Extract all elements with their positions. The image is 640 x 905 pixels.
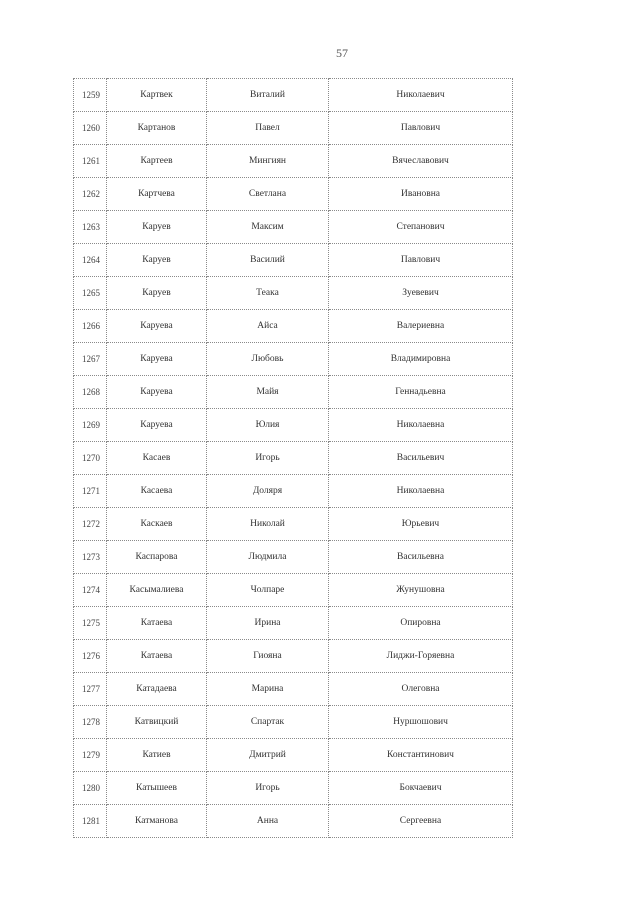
first-name-cell: Виталий [207,79,329,112]
patronymic-cell: Юрьевич [329,508,513,541]
table-row [74,673,513,706]
row-number: 1260 [74,112,107,145]
patronymic-cell: Жунушовна [329,574,513,607]
last-name-cell: Катаева [107,607,207,640]
first-name-cell: Игорь [207,772,329,805]
row-number: 1277 [74,673,107,706]
row-number: 1281 [74,805,107,838]
first-name-cell: Любовь [207,343,329,376]
row-number: 1267 [74,343,107,376]
first-name-cell: Чолпаре [207,574,329,607]
patronymic-cell: Лиджи-Горяевна [329,640,513,673]
first-name-cell: Людмила [207,541,329,574]
last-name-cell: Каскаев [107,508,207,541]
last-name-cell: Катиев [107,739,207,772]
patronymic-cell: Бокчаевич [329,772,513,805]
table-row [74,244,513,277]
patronymic-cell: Николаевна [329,409,513,442]
table-row [74,607,513,640]
patronymic-cell: Степанович [329,211,513,244]
table-row [74,112,513,145]
patronymic-cell: Зуевевич [329,277,513,310]
last-name-cell: Каспарова [107,541,207,574]
table-row [74,640,513,673]
last-name-cell: Каруева [107,409,207,442]
patronymic-cell: Вячеславович [329,145,513,178]
table-row [74,211,513,244]
row-number: 1279 [74,739,107,772]
first-name-cell: Спартак [207,706,329,739]
first-name-cell: Василий [207,244,329,277]
patronymic-cell: Олеговна [329,673,513,706]
table-row [74,277,513,310]
first-name-cell: Дмитрий [207,739,329,772]
table-row [74,574,513,607]
row-number: 1272 [74,508,107,541]
registry-table [73,78,513,838]
last-name-cell: Касаев [107,442,207,475]
patronymic-cell: Павлович [329,244,513,277]
patronymic-cell: Константинович [329,739,513,772]
first-name-cell: Майя [207,376,329,409]
first-name-cell: Айса [207,310,329,343]
first-name-cell: Теака [207,277,329,310]
last-name-cell: Касаева [107,475,207,508]
patronymic-cell: Валериевна [329,310,513,343]
registry-body [74,79,513,838]
last-name-cell: Касымалиева [107,574,207,607]
table-row [74,508,513,541]
row-number: 1263 [74,211,107,244]
row-number: 1273 [74,541,107,574]
table-row [74,310,513,343]
last-name-cell: Катманова [107,805,207,838]
patronymic-cell: Павлович [329,112,513,145]
first-name-cell: Мингиян [207,145,329,178]
last-name-cell: Катвицкий [107,706,207,739]
row-number: 1268 [74,376,107,409]
patronymic-cell: Васильевна [329,541,513,574]
last-name-cell: Каруев [107,277,207,310]
row-number: 1280 [74,772,107,805]
row-number: 1262 [74,178,107,211]
patronymic-cell: Николаевна [329,475,513,508]
first-name-cell: Игорь [207,442,329,475]
row-number: 1265 [74,277,107,310]
first-name-cell: Гиояна [207,640,329,673]
last-name-cell: Картвек [107,79,207,112]
table-row [74,772,513,805]
row-number: 1269 [74,409,107,442]
first-name-cell: Николай [207,508,329,541]
patronymic-cell: Ивановна [329,178,513,211]
table-row [74,541,513,574]
table-row [74,475,513,508]
table-row [74,739,513,772]
first-name-cell: Светлана [207,178,329,211]
last-name-cell: Катышеев [107,772,207,805]
first-name-cell: Марина [207,673,329,706]
patronymic-cell: Опировна [329,607,513,640]
patronymic-cell: Васильевич [329,442,513,475]
last-name-cell: Каруева [107,310,207,343]
patronymic-cell: Геннадьевна [329,376,513,409]
row-number: 1264 [74,244,107,277]
row-number: 1276 [74,640,107,673]
last-name-cell: Каруев [107,244,207,277]
row-number: 1271 [74,475,107,508]
last-name-cell: Каруева [107,376,207,409]
table-row [74,805,513,838]
row-number: 1266 [74,310,107,343]
first-name-cell: Ирина [207,607,329,640]
patronymic-cell: Нуршошович [329,706,513,739]
row-number: 1278 [74,706,107,739]
patronymic-cell: Владимировна [329,343,513,376]
first-name-cell: Павел [207,112,329,145]
first-name-cell: Юлия [207,409,329,442]
first-name-cell: Анна [207,805,329,838]
last-name-cell: Каруев [107,211,207,244]
row-number: 1275 [74,607,107,640]
last-name-cell: Картанов [107,112,207,145]
table-row [74,79,513,112]
table-row [74,343,513,376]
last-name-cell: Каруева [107,343,207,376]
page-number: 57 [336,46,348,60]
row-number: 1261 [74,145,107,178]
row-number: 1270 [74,442,107,475]
last-name-cell: Картеев [107,145,207,178]
table-row [74,409,513,442]
last-name-cell: Катадаева [107,673,207,706]
row-number: 1259 [74,79,107,112]
first-name-cell: Максим [207,211,329,244]
last-name-cell: Картчева [107,178,207,211]
table-row [74,376,513,409]
first-name-cell: Доляря [207,475,329,508]
table-row [74,706,513,739]
table-row [74,145,513,178]
last-name-cell: Катаева [107,640,207,673]
row-number: 1274 [74,574,107,607]
table-row [74,442,513,475]
patronymic-cell: Сергеевна [329,805,513,838]
patronymic-cell: Николаевич [329,79,513,112]
table-row [74,178,513,211]
